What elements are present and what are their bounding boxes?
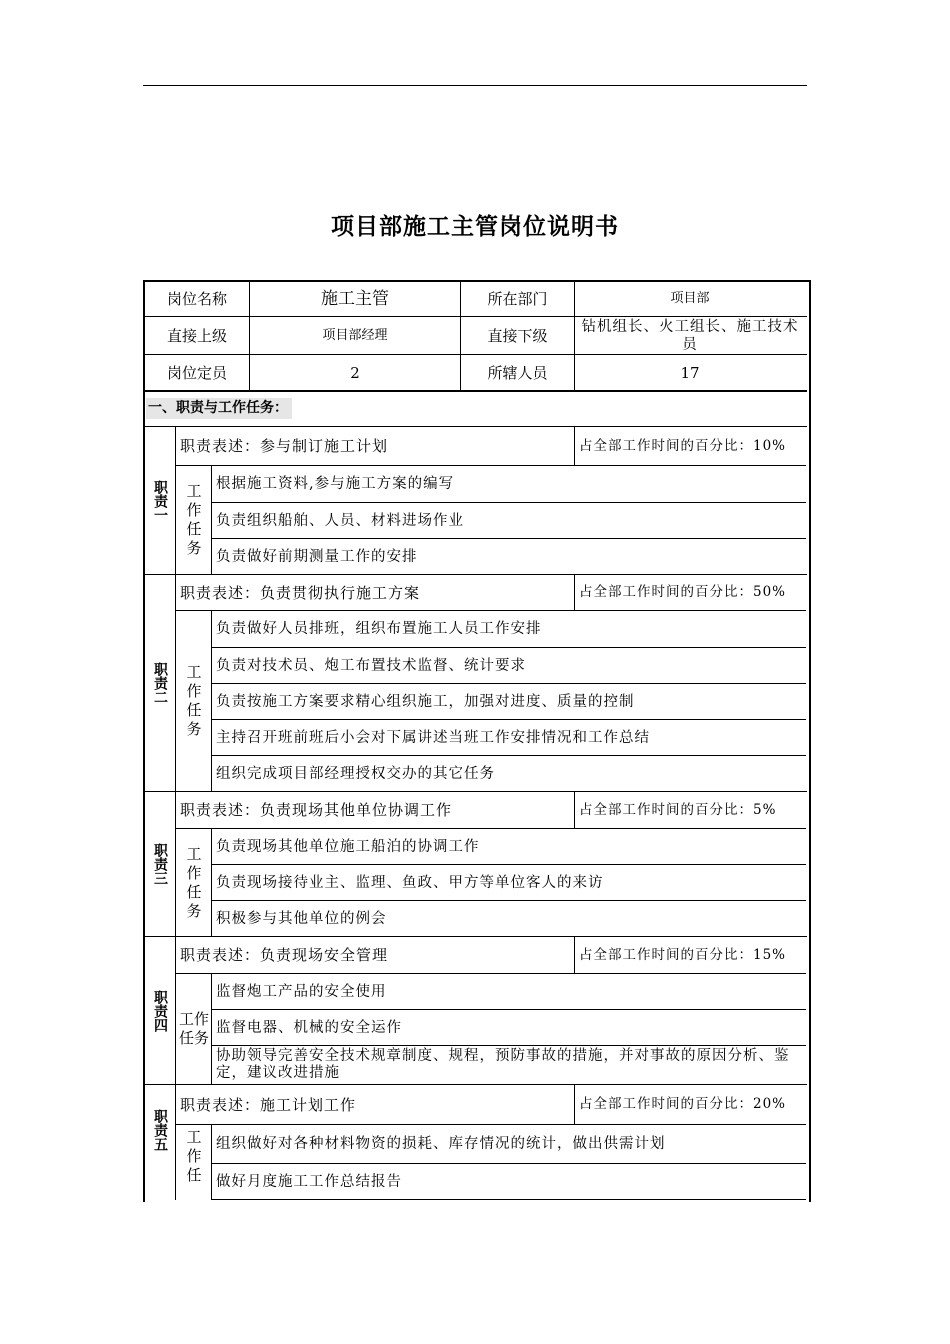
duty-5-task-1: 组织做好对各种材料物资的损耗、库存情况的统计，做出供需计划 [216,1136,666,1152]
duty-1-task-3: 负责做好前期测量工作的安排 [216,548,418,565]
duty-4-percentage: 占全部工作时间的百分比：15% [579,946,787,963]
label-direct-subordinate: 直接下级 [487,326,548,345]
duty-5-description: 职责表述：施工计划工作 [180,1095,357,1114]
duty-1-task-label: 工作任务 [186,482,202,557]
duty-2-task-2: 负责对技术员、炮工布置技术监督、统计要求 [216,657,526,674]
duty-4-label: 职责四 [152,989,168,1032]
duty-4-task-label: 工作任务 [178,1010,209,1047]
duty-4-description: 职责表述：负责现场安全管理 [180,946,389,964]
value-department: 项目部 [670,291,710,306]
section-heading: 一、职责与工作任务： [146,398,292,419]
duty-4-task-2: 监督电器、机械的安全运作 [216,1019,402,1036]
label-department: 所在部门 [487,290,548,308]
duty-2-label: 职责二 [152,662,168,704]
duty-5-percentage: 占全部工作时间的百分比：20% [579,1096,787,1112]
duty-2-task-label: 工作任务 [186,663,202,738]
duty-1-description: 职责表述：参与制订施工计划 [180,437,389,455]
value-position-name: 施工主管 [321,289,389,309]
duty-2-percentage: 占全部工作时间的百分比：50% [579,584,787,600]
rule [143,390,807,392]
duty-3-label: 职责三 [152,843,168,885]
duty-2-task-4: 主持召开班前班后小会对下属讲述当班工作安排情况和工作总结 [216,729,650,746]
duty-3-percentage: 占全部工作时间的百分比：5% [579,801,777,818]
duty-2-task-5: 组织完成项目部经理授权交办的其它任务 [216,765,495,782]
label-staff-managed: 所辖人员 [487,363,548,382]
duty-5-task-2: 做好月度施工工作总结报告 [216,1174,402,1190]
duty-1-task-1: 根据施工资料,参与施工方案的编写 [216,476,455,492]
duty-1-label: 职责一 [152,479,168,522]
duty-3-task-3: 积极参与其他单位的例会 [216,910,387,927]
label-headcount: 岗位定员 [166,363,227,382]
value-direct-superior: 项目部经理 [322,327,388,343]
duty-2-description: 职责表述：负责贯彻执行施工方案 [180,583,421,602]
duty-5-label: 职责五 [152,1109,168,1151]
label-direct-superior: 直接上级 [166,326,227,345]
duty-4-task-1: 监督炮工产品的安全使用 [216,983,387,1000]
duty-2-task-1: 负责做好人员排班，组织布置施工人员工作安排 [216,621,542,637]
duty-4-task-3: 协助领导完善安全技术规章制度、规程，预防事故的措施，并对事故的原因分析、鉴定，建议改进措施 [216,1048,790,1081]
value-headcount: 2 [350,363,360,382]
value-direct-subordinate: 钻机组长、火工组长、施工技术员 [581,318,799,353]
value-staff-managed: 17 [680,363,700,382]
duty-1-task-2: 负责组织船舶、人员、材料进场作业 [216,512,464,529]
duty-1-percentage: 占全部工作时间的百分比：10% [579,438,787,454]
duty-2-task-3: 负责按施工方案要求精心组织施工，加强对进度、质量的控制 [216,693,635,710]
rule [211,1199,806,1200]
page-title: 项目部施工主管岗位说明书 [331,214,619,240]
duty-3-task-2: 负责现场接待业主、监理、鱼政、甲方等单位客人的来访 [216,874,604,891]
duty-3-task-label: 工作任务 [186,844,202,920]
duty-5-task-label: 工作任 [186,1128,202,1184]
duty-3-description: 职责表述：负责现场其他单位协调工作 [180,801,453,819]
duty-3-task-1: 负责现场其他单位施工船泊的协调工作 [216,838,480,855]
header-rule [143,85,807,86]
label-position-name: 岗位名称 [166,290,227,308]
